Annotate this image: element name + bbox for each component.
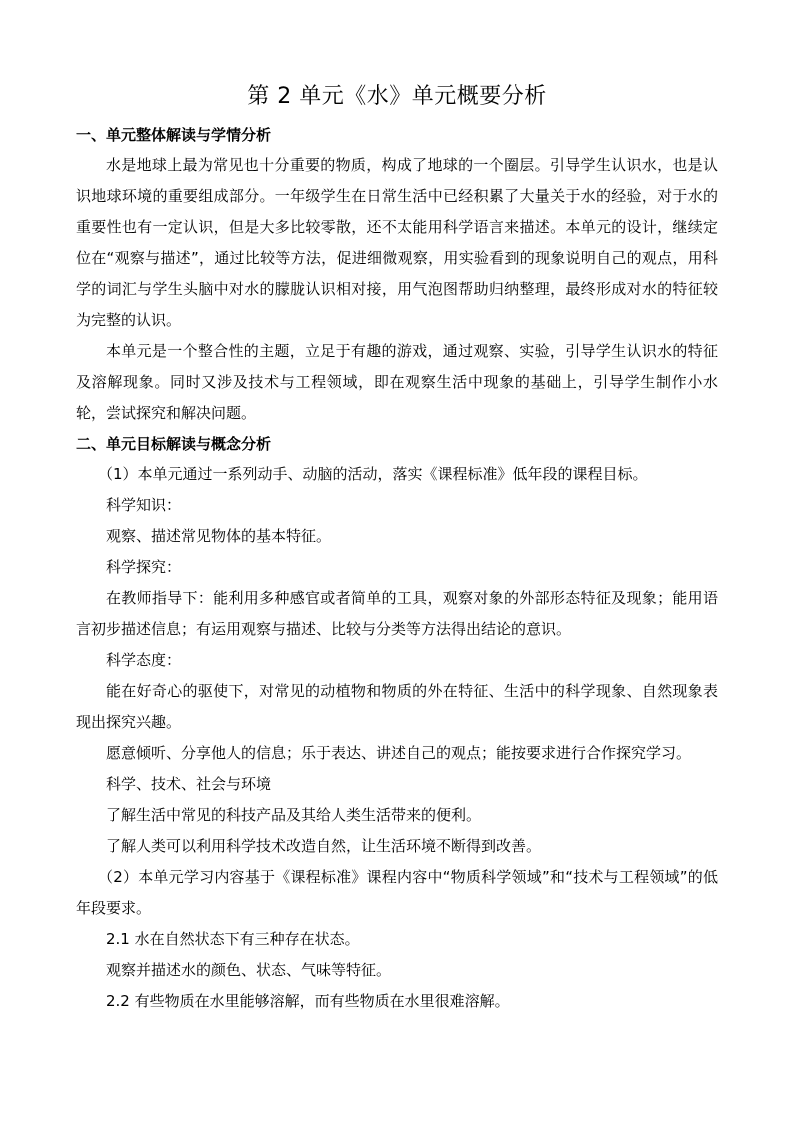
paragraph: 2.2 有些物质在水里能够溶解，而有些物质在水里很难溶解。	[106, 992, 510, 1010]
paragraph: 了解人类可以利用科学技术改造自然，让生活环境不断得到改善。	[106, 837, 542, 855]
section-heading: 一、单元整体解读与学情分析	[76, 126, 272, 144]
paragraph: 2.1 水在自然状态下有三种存在状态。	[106, 930, 360, 948]
paragraph: （2）本单元学习内容基于《课程标准》课程内容中“物质科学领域”和“技术与工程领域”的低年段要求。	[76, 868, 718, 917]
paragraph: 科学态度：	[106, 651, 182, 669]
paragraph: 能在好奇心的驱使下，对常见的动植物和物质的外在特征、生活中的科学现象、自然现象表现出探究兴趣。	[76, 682, 718, 731]
paragraph: 科学探究：	[106, 558, 182, 576]
paragraph: 观察、描述常见物体的基本特征。	[106, 527, 332, 545]
paragraph: 水是地球上最为常见也十分重要的物质，构成了地球的一个圈层。引导学生认识水，也是认识地球环境的重要组成部分。一年级学生在日常生活中已经积累了大量关于水的经验，对于水的重要性也有一定认识，但是大多比较零散，还不太能用科学语言来描述。本单元的设计，继续定位在“观察与描述”，通过比较等方法，促进细微观察，用实验看到的现象说明自己的观点，用科学的词汇与学生头脑中对水的朦胧认识相对接，用气泡图帮助归纳整理，最终形成对水的特征较为完整的认识。	[76, 156, 718, 329]
paragraph: 本单元是一个整合性的主题，立足于有趣的游戏，通过观察、实验，引导学生认识水的特征及溶解现象。同时又涉及技术与工程领域，即在观察生活中现象的基础上，引导学生制作小水轮，尝试探究和解决问题。	[76, 342, 718, 422]
document-body	[76, 120, 718, 1017]
paragraph: 科学知识：	[106, 496, 182, 514]
paragraph: 观察并描述水的颜色、状态、气味等特征。	[106, 961, 392, 979]
paragraph: 了解生活中常见的科技产品及其给人类生活带来的便利。	[106, 806, 482, 824]
section-heading: 二、单元目标解读与概念分析	[76, 435, 272, 453]
paragraph: （1）本单元通过一系列动手、动脑的活动，落实《课程标准》低年段的课程目标。	[98, 465, 648, 483]
paragraph: 在教师指导下：能利用多种感官或者简单的工具，观察对象的外部形态特征及现象；能用语言初步描述信息；有运用观察与描述、比较与分类等方法得出结论的意识。	[76, 589, 718, 638]
document-title: 第 2 单元《水》单元概要分析	[247, 84, 547, 109]
paragraph: 科学、技术、社会与环境	[106, 775, 272, 793]
paragraph: 愿意倾听、分享他人的信息；乐于表达、讲述自己的观点；能按要求进行合作探究学习。	[106, 744, 692, 762]
